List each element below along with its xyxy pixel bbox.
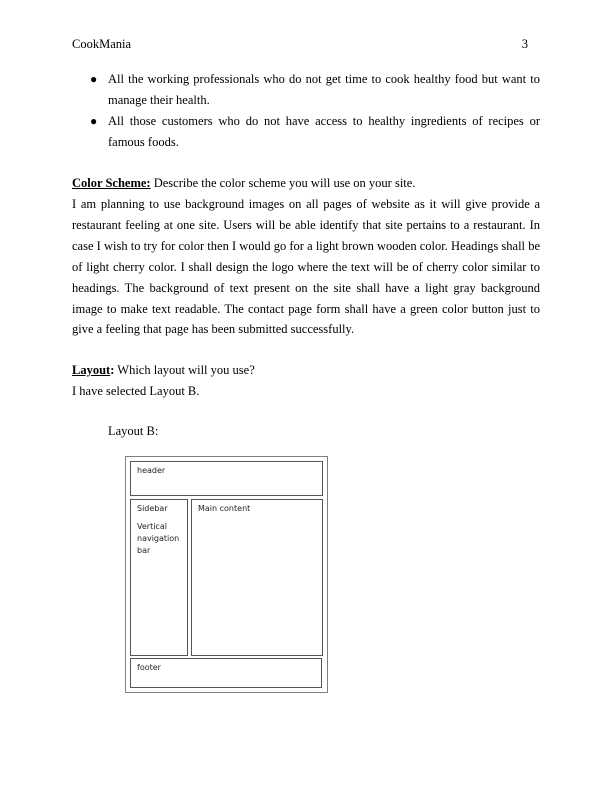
layout-heading-line	[72, 360, 540, 381]
layout-label: Layout	[72, 363, 111, 377]
layout-colon: :	[110, 363, 115, 377]
wireframe-main-label: Main content	[198, 504, 251, 513]
wireframe-sidebar-sublabel: Vertical navigation bar	[137, 522, 180, 555]
list-item-text: All those customers who do not have access to healthy ingredients of recipes or famous foods.	[108, 114, 540, 149]
list-item	[72, 69, 540, 111]
running-header	[72, 37, 528, 51]
color-scheme-prompt: Describe the color scheme you will use on your site.	[150, 176, 416, 190]
list-item	[72, 111, 540, 153]
color-scheme-body: I am planning to use background images on all pages of website as it will give provide a restaurant feeling at one site. Users will be able identify that site pertains to a restaurant. In case I wish to try for color then I would go for a light brown wooden color. Headings shall be of light cherry color. I shall design the logo where the text will be of cherry color similar to headings. The background of text present on the site shall have a light gray background image to make text readable. The contact page form shall have a green color button just to give a feeling that page has been submitted successfully.	[72, 197, 540, 337]
audience-bullet-list	[72, 69, 540, 153]
wireframe-header-label: header	[137, 466, 166, 475]
wireframe-footer-label: footer	[137, 663, 161, 672]
running-title: CookMania	[72, 37, 132, 51]
wireframe-main-box	[191, 499, 323, 656]
layout-caption: Layout B:	[108, 424, 159, 438]
page-number: 3	[521, 37, 528, 51]
color-scheme-heading-line	[72, 173, 540, 194]
wireframe-sidebar-box	[130, 499, 188, 656]
layout-prompt: Which layout will you use?	[114, 363, 255, 377]
layout-answer: I have selected Layout B.	[72, 384, 200, 398]
layout-wireframe-figure	[125, 456, 328, 693]
wireframe-header-box	[130, 461, 323, 496]
list-item-text: All the working professionals who do not get time to cook healthy food but want to manage their health.	[108, 72, 540, 107]
color-scheme-label: Color Scheme:	[72, 176, 151, 190]
bullet-icon: ●	[90, 114, 98, 128]
bullet-icon: ●	[90, 72, 98, 86]
wireframe-footer-box	[130, 658, 322, 688]
wireframe-sidebar-label: Sidebar	[137, 504, 168, 513]
